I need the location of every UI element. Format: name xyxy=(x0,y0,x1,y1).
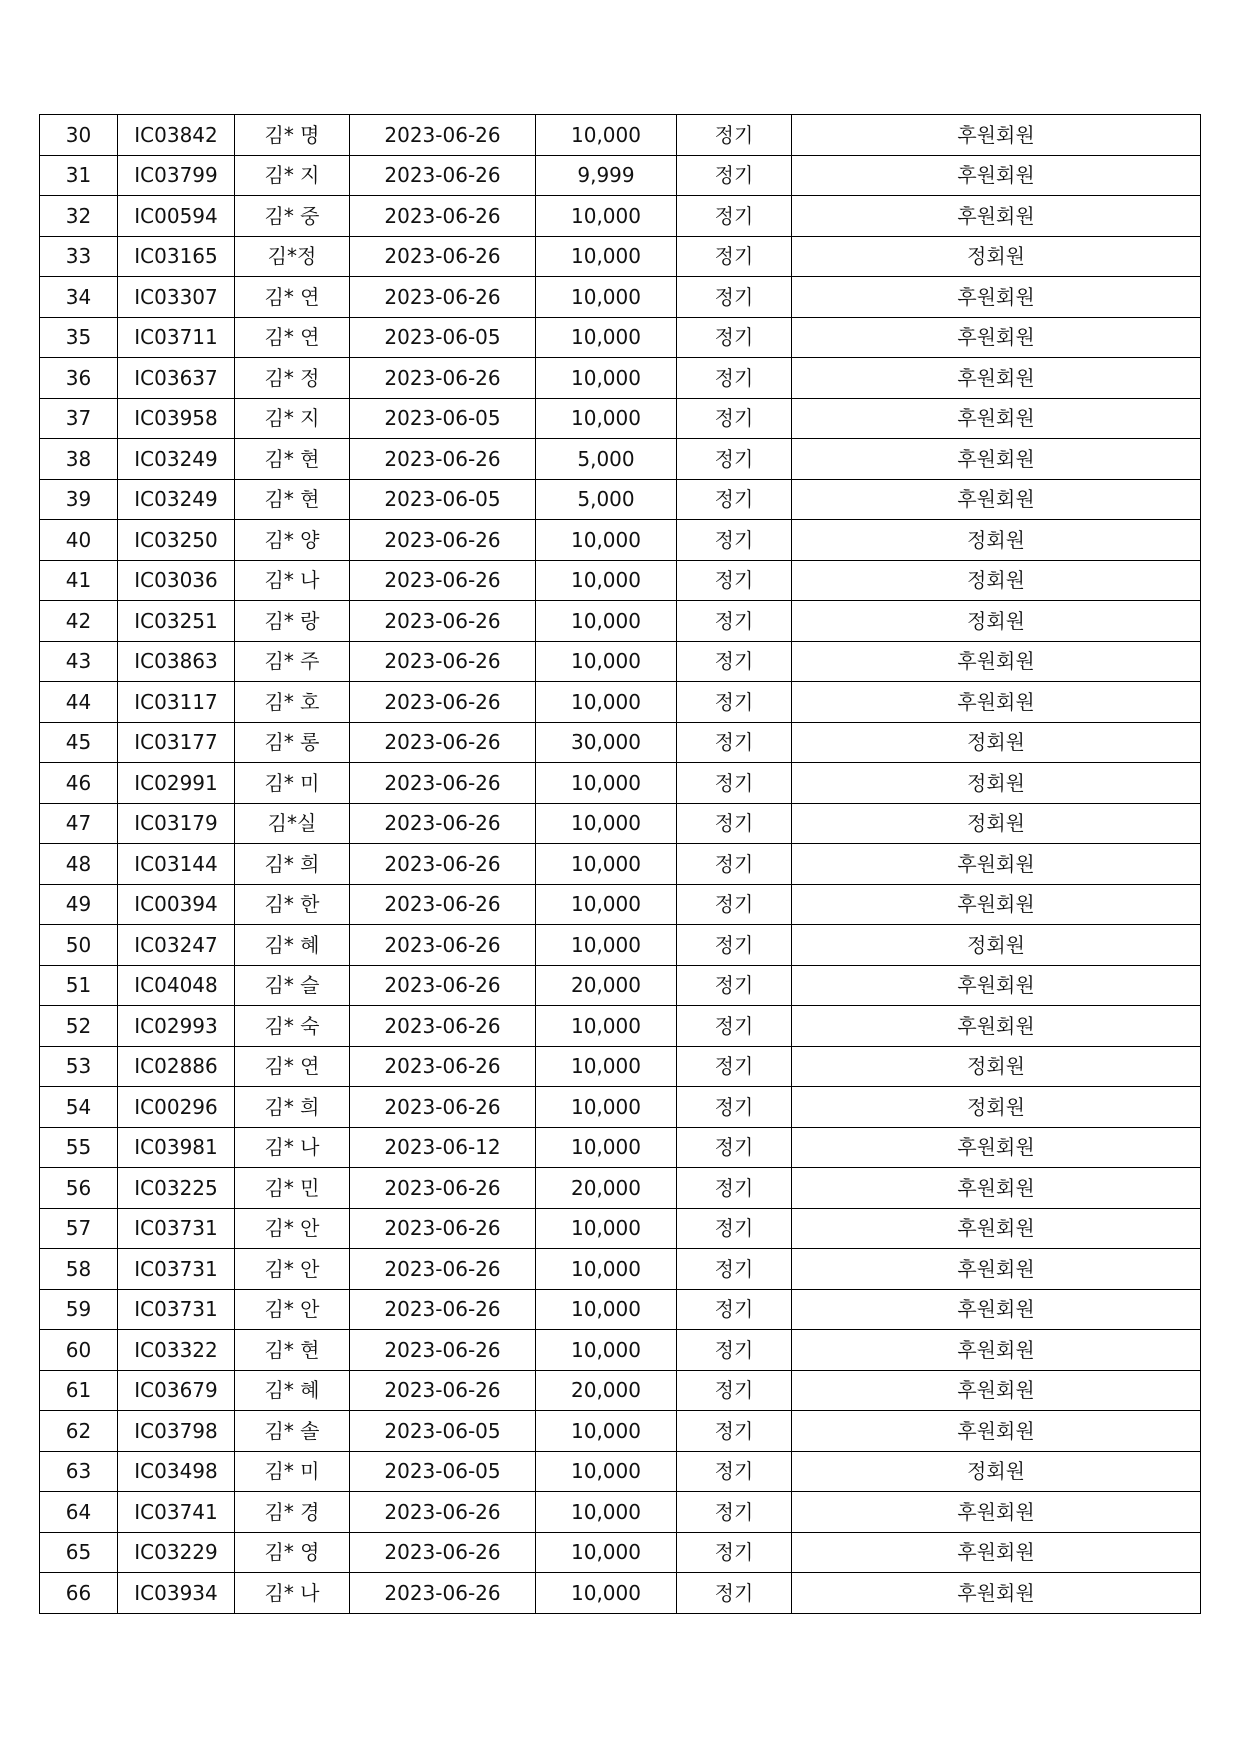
donation-type-cell: 정기 xyxy=(677,1573,792,1614)
donor-name-cell: 김* 현 xyxy=(235,439,350,480)
donor-name-cell: 김*실 xyxy=(235,803,350,844)
donor-name-cell: 김* 주 xyxy=(235,641,350,682)
member-grade-cell: 후원회원 xyxy=(792,196,1201,237)
amount-cell: 10,000 xyxy=(536,1006,677,1047)
member-grade-cell: 정회원 xyxy=(792,236,1201,277)
row-number-cell: 66 xyxy=(40,1573,118,1614)
member-id-cell: IC03842 xyxy=(118,115,235,156)
donation-date-cell: 2023-06-05 xyxy=(350,479,536,520)
table-row xyxy=(40,560,1201,601)
donor-name-cell: 김* 안 xyxy=(235,1208,350,1249)
donor-name-cell: 김* 양 xyxy=(235,520,350,561)
row-number-cell: 34 xyxy=(40,277,118,318)
amount-cell: 10,000 xyxy=(536,641,677,682)
table-row xyxy=(40,1451,1201,1492)
donation-type-cell: 정기 xyxy=(677,763,792,804)
donation-date-cell: 2023-06-26 xyxy=(350,196,536,237)
donation-date-cell: 2023-06-26 xyxy=(350,722,536,763)
donation-date-cell: 2023-06-26 xyxy=(350,925,536,966)
member-id-cell: IC03251 xyxy=(118,601,235,642)
row-number-cell: 55 xyxy=(40,1127,118,1168)
donor-name-cell: 김* 랑 xyxy=(235,601,350,642)
table-row xyxy=(40,844,1201,885)
donor-name-cell: 김* 민 xyxy=(235,1168,350,1209)
amount-cell: 10,000 xyxy=(536,844,677,885)
member-grade-cell: 후원회원 xyxy=(792,479,1201,520)
member-id-cell: IC03144 xyxy=(118,844,235,885)
donation-date-cell: 2023-06-26 xyxy=(350,520,536,561)
donor-name-cell: 김* 미 xyxy=(235,1451,350,1492)
amount-cell: 9,999 xyxy=(536,155,677,196)
member-grade-cell: 정회원 xyxy=(792,925,1201,966)
table-row xyxy=(40,1330,1201,1371)
member-grade-cell: 후원회원 xyxy=(792,844,1201,885)
donation-date-cell: 2023-06-26 xyxy=(350,763,536,804)
member-grade-cell: 정회원 xyxy=(792,763,1201,804)
donation-date-cell: 2023-06-26 xyxy=(350,884,536,925)
member-id-cell: IC00296 xyxy=(118,1087,235,1128)
donation-type-cell: 정기 xyxy=(677,1289,792,1330)
donation-type-cell: 정기 xyxy=(677,1249,792,1290)
amount-cell: 30,000 xyxy=(536,722,677,763)
amount-cell: 20,000 xyxy=(536,965,677,1006)
donation-type-cell: 정기 xyxy=(677,115,792,156)
amount-cell: 10,000 xyxy=(536,925,677,966)
donation-type-cell: 정기 xyxy=(677,925,792,966)
member-grade-cell: 후원회원 xyxy=(792,1006,1201,1047)
member-id-cell: IC03179 xyxy=(118,803,235,844)
donation-date-cell: 2023-06-26 xyxy=(350,115,536,156)
donation-type-cell: 정기 xyxy=(677,1046,792,1087)
donation-date-cell: 2023-06-26 xyxy=(350,803,536,844)
donation-date-cell: 2023-06-05 xyxy=(350,398,536,439)
donation-type-cell: 정기 xyxy=(677,1127,792,1168)
donation-type-cell: 정기 xyxy=(677,1411,792,1452)
donation-type-cell: 정기 xyxy=(677,196,792,237)
member-id-cell: IC02886 xyxy=(118,1046,235,1087)
member-id-cell: IC03863 xyxy=(118,641,235,682)
member-grade-cell: 정회원 xyxy=(792,803,1201,844)
member-grade-cell: 정회원 xyxy=(792,1451,1201,1492)
donation-type-cell: 정기 xyxy=(677,1208,792,1249)
amount-cell: 10,000 xyxy=(536,317,677,358)
table-row xyxy=(40,1492,1201,1533)
member-id-cell: IC03679 xyxy=(118,1370,235,1411)
donation-date-cell: 2023-06-05 xyxy=(350,1411,536,1452)
amount-cell: 10,000 xyxy=(536,1532,677,1573)
donor-name-cell: 김* 연 xyxy=(235,277,350,318)
donor-name-cell: 김* 영 xyxy=(235,1532,350,1573)
donation-type-cell: 정기 xyxy=(677,601,792,642)
table-row xyxy=(40,196,1201,237)
donor-name-cell: 김* 희 xyxy=(235,1087,350,1128)
donation-type-cell: 정기 xyxy=(677,1370,792,1411)
donation-type-cell: 정기 xyxy=(677,844,792,885)
member-grade-cell: 후원회원 xyxy=(792,1330,1201,1371)
member-id-cell: IC00594 xyxy=(118,196,235,237)
donation-type-cell: 정기 xyxy=(677,884,792,925)
amount-cell: 10,000 xyxy=(536,196,677,237)
donation-date-cell: 2023-06-26 xyxy=(350,439,536,480)
donation-type-cell: 정기 xyxy=(677,236,792,277)
donor-name-cell: 김* 혜 xyxy=(235,1370,350,1411)
donation-date-cell: 2023-06-26 xyxy=(350,1289,536,1330)
member-grade-cell: 정회원 xyxy=(792,1046,1201,1087)
donation-type-cell: 정기 xyxy=(677,398,792,439)
row-number-cell: 65 xyxy=(40,1532,118,1573)
donation-date-cell: 2023-06-26 xyxy=(350,1492,536,1533)
row-number-cell: 52 xyxy=(40,1006,118,1047)
amount-cell: 10,000 xyxy=(536,560,677,601)
row-number-cell: 61 xyxy=(40,1370,118,1411)
donation-type-cell: 정기 xyxy=(677,1451,792,1492)
row-number-cell: 39 xyxy=(40,479,118,520)
member-id-cell: IC03229 xyxy=(118,1532,235,1573)
donor-name-cell: 김* 나 xyxy=(235,1127,350,1168)
member-id-cell: IC03322 xyxy=(118,1330,235,1371)
member-grade-cell: 후원회원 xyxy=(792,155,1201,196)
row-number-cell: 47 xyxy=(40,803,118,844)
member-id-cell: IC03958 xyxy=(118,398,235,439)
member-id-cell: IC00394 xyxy=(118,884,235,925)
amount-cell: 20,000 xyxy=(536,1370,677,1411)
amount-cell: 10,000 xyxy=(536,1087,677,1128)
member-id-cell: IC03249 xyxy=(118,479,235,520)
member-id-cell: IC03247 xyxy=(118,925,235,966)
donation-date-cell: 2023-06-26 xyxy=(350,1006,536,1047)
row-number-cell: 50 xyxy=(40,925,118,966)
table-row xyxy=(40,763,1201,804)
row-number-cell: 42 xyxy=(40,601,118,642)
row-number-cell: 37 xyxy=(40,398,118,439)
member-id-cell: IC03177 xyxy=(118,722,235,763)
donation-date-cell: 2023-06-26 xyxy=(350,1046,536,1087)
donation-type-cell: 정기 xyxy=(677,317,792,358)
donor-name-cell: 김* 호 xyxy=(235,682,350,723)
donation-date-cell: 2023-06-26 xyxy=(350,155,536,196)
table-row xyxy=(40,1006,1201,1047)
row-number-cell: 49 xyxy=(40,884,118,925)
donation-type-cell: 정기 xyxy=(677,1168,792,1209)
member-id-cell: IC03711 xyxy=(118,317,235,358)
donor-name-cell: 김* 현 xyxy=(235,1330,350,1371)
donor-name-cell: 김* 혜 xyxy=(235,925,350,966)
amount-cell: 10,000 xyxy=(536,398,677,439)
row-number-cell: 56 xyxy=(40,1168,118,1209)
table-row xyxy=(40,358,1201,399)
amount-cell: 10,000 xyxy=(536,1289,677,1330)
donor-name-cell: 김*정 xyxy=(235,236,350,277)
amount-cell: 10,000 xyxy=(536,1330,677,1371)
table-row xyxy=(40,925,1201,966)
row-number-cell: 57 xyxy=(40,1208,118,1249)
donation-type-cell: 정기 xyxy=(677,682,792,723)
table-row xyxy=(40,1087,1201,1128)
donor-name-cell: 김* 중 xyxy=(235,196,350,237)
table-row xyxy=(40,115,1201,156)
row-number-cell: 58 xyxy=(40,1249,118,1290)
member-id-cell: IC03731 xyxy=(118,1249,235,1290)
donation-date-cell: 2023-06-26 xyxy=(350,844,536,885)
donor-name-cell: 김* 미 xyxy=(235,763,350,804)
donation-date-cell: 2023-06-26 xyxy=(350,358,536,399)
member-id-cell: IC03637 xyxy=(118,358,235,399)
donation-type-cell: 정기 xyxy=(677,155,792,196)
amount-cell: 10,000 xyxy=(536,803,677,844)
table-row xyxy=(40,1532,1201,1573)
table-row xyxy=(40,1046,1201,1087)
member-id-cell: IC03036 xyxy=(118,560,235,601)
amount-cell: 5,000 xyxy=(536,479,677,520)
member-id-cell: IC03981 xyxy=(118,1127,235,1168)
donation-date-cell: 2023-06-26 xyxy=(350,641,536,682)
amount-cell: 10,000 xyxy=(536,1573,677,1614)
member-grade-cell: 후원회원 xyxy=(792,1573,1201,1614)
table-row xyxy=(40,277,1201,318)
donor-name-cell: 김* 안 xyxy=(235,1249,350,1290)
donation-date-cell: 2023-06-26 xyxy=(350,1249,536,1290)
donation-type-cell: 정기 xyxy=(677,1532,792,1573)
table-row xyxy=(40,1573,1201,1614)
member-grade-cell: 후원회원 xyxy=(792,317,1201,358)
donor-table-body xyxy=(40,115,1201,1614)
amount-cell: 10,000 xyxy=(536,1492,677,1533)
member-grade-cell: 정회원 xyxy=(792,722,1201,763)
donor-name-cell: 김* 경 xyxy=(235,1492,350,1533)
donation-type-cell: 정기 xyxy=(677,520,792,561)
donation-type-cell: 정기 xyxy=(677,358,792,399)
member-grade-cell: 후원회원 xyxy=(792,439,1201,480)
table-row xyxy=(40,317,1201,358)
row-number-cell: 54 xyxy=(40,1087,118,1128)
member-id-cell: IC02991 xyxy=(118,763,235,804)
row-number-cell: 63 xyxy=(40,1451,118,1492)
table-row xyxy=(40,722,1201,763)
table-row xyxy=(40,641,1201,682)
member-id-cell: IC03250 xyxy=(118,520,235,561)
donation-type-cell: 정기 xyxy=(677,965,792,1006)
amount-cell: 10,000 xyxy=(536,115,677,156)
member-id-cell: IC02993 xyxy=(118,1006,235,1047)
donation-date-cell: 2023-06-26 xyxy=(350,560,536,601)
amount-cell: 10,000 xyxy=(536,763,677,804)
donor-name-cell: 김* 안 xyxy=(235,1289,350,1330)
member-id-cell: IC03117 xyxy=(118,682,235,723)
table-row xyxy=(40,1370,1201,1411)
donor-name-cell: 김* 희 xyxy=(235,844,350,885)
donation-type-cell: 정기 xyxy=(677,277,792,318)
table-row xyxy=(40,155,1201,196)
row-number-cell: 43 xyxy=(40,641,118,682)
table-row xyxy=(40,803,1201,844)
member-grade-cell: 후원회원 xyxy=(792,1127,1201,1168)
row-number-cell: 60 xyxy=(40,1330,118,1371)
donation-date-cell: 2023-06-05 xyxy=(350,1451,536,1492)
donation-type-cell: 정기 xyxy=(677,641,792,682)
donation-date-cell: 2023-06-26 xyxy=(350,965,536,1006)
donation-type-cell: 정기 xyxy=(677,439,792,480)
table-row xyxy=(40,1411,1201,1452)
donation-date-cell: 2023-06-26 xyxy=(350,682,536,723)
member-grade-cell: 후원회원 xyxy=(792,884,1201,925)
member-id-cell: IC03799 xyxy=(118,155,235,196)
member-grade-cell: 후원회원 xyxy=(792,641,1201,682)
document-page xyxy=(39,114,1201,1614)
amount-cell: 10,000 xyxy=(536,358,677,399)
donor-name-cell: 김* 숙 xyxy=(235,1006,350,1047)
donation-date-cell: 2023-06-26 xyxy=(350,1208,536,1249)
row-number-cell: 38 xyxy=(40,439,118,480)
member-grade-cell: 정회원 xyxy=(792,520,1201,561)
member-grade-cell: 후원회원 xyxy=(792,115,1201,156)
amount-cell: 10,000 xyxy=(536,682,677,723)
amount-cell: 10,000 xyxy=(536,1127,677,1168)
member-grade-cell: 후원회원 xyxy=(792,1289,1201,1330)
donation-type-cell: 정기 xyxy=(677,560,792,601)
donor-name-cell: 김* 현 xyxy=(235,479,350,520)
row-number-cell: 41 xyxy=(40,560,118,601)
member-id-cell: IC03798 xyxy=(118,1411,235,1452)
amount-cell: 10,000 xyxy=(536,1451,677,1492)
amount-cell: 10,000 xyxy=(536,277,677,318)
row-number-cell: 36 xyxy=(40,358,118,399)
row-number-cell: 35 xyxy=(40,317,118,358)
row-number-cell: 33 xyxy=(40,236,118,277)
donation-date-cell: 2023-06-05 xyxy=(350,317,536,358)
member-grade-cell: 후원회원 xyxy=(792,682,1201,723)
member-grade-cell: 후원회원 xyxy=(792,1208,1201,1249)
member-grade-cell: 후원회원 xyxy=(792,1370,1201,1411)
member-id-cell: IC04048 xyxy=(118,965,235,1006)
table-row xyxy=(40,1168,1201,1209)
member-grade-cell: 후원회원 xyxy=(792,965,1201,1006)
donation-date-cell: 2023-06-26 xyxy=(350,1370,536,1411)
member-grade-cell: 후원회원 xyxy=(792,1411,1201,1452)
table-row xyxy=(40,520,1201,561)
member-grade-cell: 후원회원 xyxy=(792,358,1201,399)
amount-cell: 10,000 xyxy=(536,601,677,642)
amount-cell: 20,000 xyxy=(536,1168,677,1209)
table-row xyxy=(40,1208,1201,1249)
table-row xyxy=(40,1249,1201,1290)
amount-cell: 5,000 xyxy=(536,439,677,480)
donor-name-cell: 김* 나 xyxy=(235,560,350,601)
table-row xyxy=(40,1289,1201,1330)
amount-cell: 10,000 xyxy=(536,1249,677,1290)
member-grade-cell: 정회원 xyxy=(792,1087,1201,1128)
donation-type-cell: 정기 xyxy=(677,1006,792,1047)
donor-table xyxy=(39,114,1201,1614)
member-id-cell: IC03741 xyxy=(118,1492,235,1533)
amount-cell: 10,000 xyxy=(536,520,677,561)
donor-name-cell: 김* 연 xyxy=(235,317,350,358)
member-grade-cell: 후원회원 xyxy=(792,1492,1201,1533)
member-grade-cell: 후원회원 xyxy=(792,1532,1201,1573)
member-grade-cell: 후원회원 xyxy=(792,1168,1201,1209)
row-number-cell: 51 xyxy=(40,965,118,1006)
donation-date-cell: 2023-06-26 xyxy=(350,1532,536,1573)
row-number-cell: 53 xyxy=(40,1046,118,1087)
row-number-cell: 31 xyxy=(40,155,118,196)
donation-date-cell: 2023-06-26 xyxy=(350,1168,536,1209)
table-row xyxy=(40,236,1201,277)
row-number-cell: 45 xyxy=(40,722,118,763)
donation-type-cell: 정기 xyxy=(677,479,792,520)
donation-type-cell: 정기 xyxy=(677,1330,792,1371)
donor-name-cell: 김* 롱 xyxy=(235,722,350,763)
donor-name-cell: 김* 나 xyxy=(235,1573,350,1614)
row-number-cell: 44 xyxy=(40,682,118,723)
member-id-cell: IC03498 xyxy=(118,1451,235,1492)
donation-date-cell: 2023-06-26 xyxy=(350,1087,536,1128)
amount-cell: 10,000 xyxy=(536,1411,677,1452)
table-row xyxy=(40,601,1201,642)
table-row xyxy=(40,682,1201,723)
row-number-cell: 30 xyxy=(40,115,118,156)
row-number-cell: 32 xyxy=(40,196,118,237)
member-grade-cell: 정회원 xyxy=(792,560,1201,601)
member-grade-cell: 후원회원 xyxy=(792,277,1201,318)
donation-date-cell: 2023-06-26 xyxy=(350,601,536,642)
row-number-cell: 62 xyxy=(40,1411,118,1452)
donation-date-cell: 2023-06-26 xyxy=(350,1330,536,1371)
row-number-cell: 64 xyxy=(40,1492,118,1533)
donor-name-cell: 김* 솔 xyxy=(235,1411,350,1452)
table-row xyxy=(40,1127,1201,1168)
member-id-cell: IC03934 xyxy=(118,1573,235,1614)
row-number-cell: 40 xyxy=(40,520,118,561)
member-grade-cell: 후원회원 xyxy=(792,1249,1201,1290)
donor-name-cell: 김* 지 xyxy=(235,398,350,439)
donation-date-cell: 2023-06-26 xyxy=(350,1573,536,1614)
row-number-cell: 46 xyxy=(40,763,118,804)
member-id-cell: IC03731 xyxy=(118,1208,235,1249)
amount-cell: 10,000 xyxy=(536,884,677,925)
member-grade-cell: 정회원 xyxy=(792,601,1201,642)
amount-cell: 10,000 xyxy=(536,1208,677,1249)
table-row xyxy=(40,965,1201,1006)
row-number-cell: 59 xyxy=(40,1289,118,1330)
table-row xyxy=(40,884,1201,925)
member-id-cell: IC03225 xyxy=(118,1168,235,1209)
table-row xyxy=(40,439,1201,480)
donation-type-cell: 정기 xyxy=(677,1492,792,1533)
donation-date-cell: 2023-06-12 xyxy=(350,1127,536,1168)
donation-type-cell: 정기 xyxy=(677,1087,792,1128)
donor-name-cell: 김* 슬 xyxy=(235,965,350,1006)
member-grade-cell: 후원회원 xyxy=(792,398,1201,439)
donation-date-cell: 2023-06-26 xyxy=(350,277,536,318)
table-row xyxy=(40,479,1201,520)
donation-date-cell: 2023-06-26 xyxy=(350,236,536,277)
amount-cell: 10,000 xyxy=(536,1046,677,1087)
donation-type-cell: 정기 xyxy=(677,722,792,763)
table-row xyxy=(40,398,1201,439)
donor-name-cell: 김* 연 xyxy=(235,1046,350,1087)
member-id-cell: IC03249 xyxy=(118,439,235,480)
donor-name-cell: 김* 지 xyxy=(235,155,350,196)
donor-name-cell: 김* 명 xyxy=(235,115,350,156)
member-id-cell: IC03165 xyxy=(118,236,235,277)
member-id-cell: IC03307 xyxy=(118,277,235,318)
donor-name-cell: 김* 정 xyxy=(235,358,350,399)
donor-name-cell: 김* 한 xyxy=(235,884,350,925)
donation-type-cell: 정기 xyxy=(677,803,792,844)
member-id-cell: IC03731 xyxy=(118,1289,235,1330)
amount-cell: 10,000 xyxy=(536,236,677,277)
row-number-cell: 48 xyxy=(40,844,118,885)
